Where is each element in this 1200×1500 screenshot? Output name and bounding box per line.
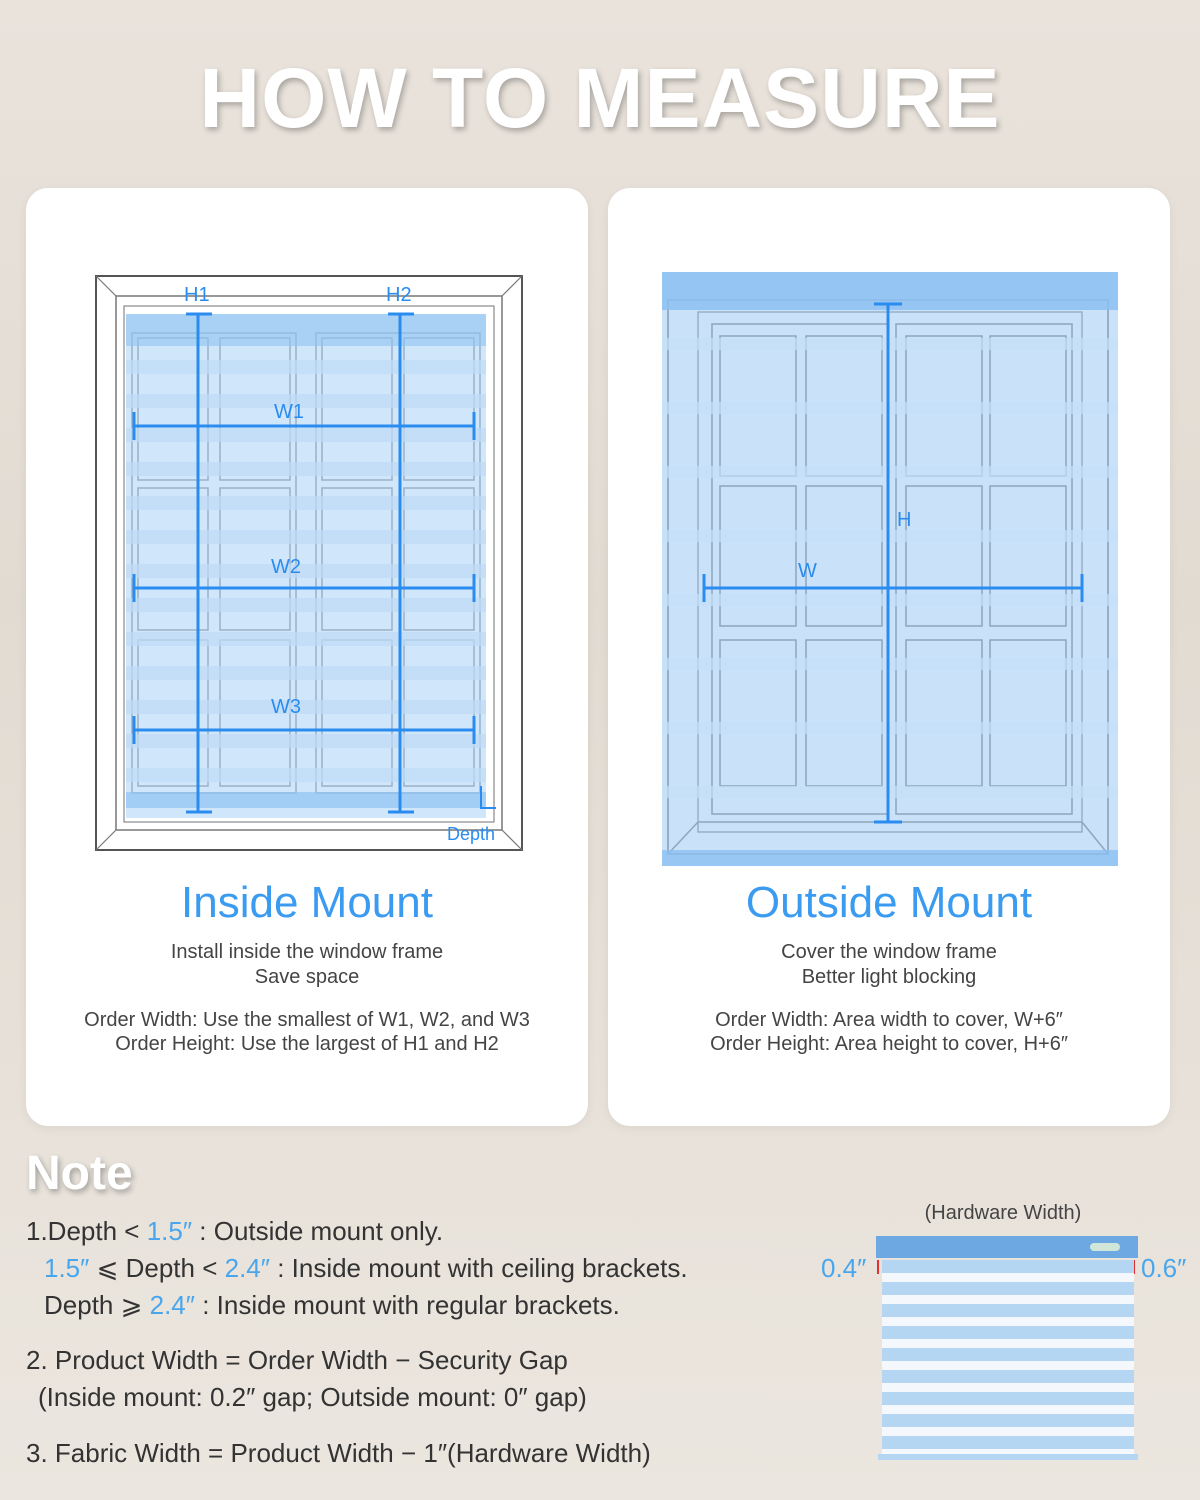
w3-label: W3 — [271, 696, 301, 718]
note-text: : Inside mount with regular brackets. — [194, 1290, 620, 1320]
note-line-6: 3. Fabric Width = Product Width − 1″(Hardware Width) — [26, 1438, 651, 1468]
page-title: HOW TO MEASURE — [199, 51, 1001, 145]
inside-order-width: Order Width: Use the smallest of W1, W2, and W3 — [84, 1009, 530, 1031]
outside-mount-card — [608, 188, 1170, 1126]
hardware-shade-diagram — [868, 1232, 1148, 1472]
h-label: H — [897, 509, 912, 531]
w2-label: W2 — [271, 556, 301, 578]
inside-mount-diagram — [26, 188, 588, 878]
inside-order-height: Order Height: Use the largest of H1 and H2 — [115, 1033, 499, 1055]
note-text: : Inside mount with ceiling brackets. — [269, 1253, 688, 1283]
note-value: 2.4″ — [224, 1253, 270, 1283]
outside-desc-2: Better light blocking — [801, 966, 977, 988]
note-line-1 — [26, 1216, 443, 1247]
note-line-2 — [44, 1253, 688, 1284]
outside-order-width: Order Width: Area width to cover, W+6″ — [715, 1009, 1063, 1031]
outside-mount-title: Outside Mount — [745, 878, 1033, 927]
h2-label: H2 — [386, 284, 412, 306]
depth-label: Depth — [447, 824, 496, 844]
note-text: ⩽ Depth < — [89, 1253, 225, 1283]
inside-mount-title: Inside Mount — [181, 878, 433, 927]
note-text: Depth ⩾ — [44, 1290, 150, 1320]
hardware-width-label: (Hardware Width) — [924, 1202, 1082, 1224]
h1-label: H1 — [184, 284, 210, 306]
note-value: 2.4″ — [149, 1290, 195, 1320]
note-line-4: 2. Product Width = Order Width − Security Gap — [26, 1345, 568, 1375]
note-line-3 — [44, 1290, 620, 1321]
note-text: : Outside mount only. — [192, 1216, 444, 1246]
note-value: 1.5″ — [44, 1253, 90, 1283]
inside-desc-2: Save space — [254, 966, 360, 988]
note-value: 1.5″ — [146, 1216, 193, 1246]
outside-mount-diagram — [608, 188, 1170, 878]
w-label: W — [798, 560, 817, 582]
inside-desc-1: Install inside the window frame — [170, 941, 444, 963]
note-text: 1.Depth < — [26, 1216, 147, 1246]
hardware-left-gap: 0.4″ — [821, 1253, 867, 1283]
note-title: Note — [26, 1147, 133, 1200]
hardware-right-gap: 0.6″ — [1141, 1253, 1187, 1283]
note-line-5: (Inside mount: 0.2″ gap; Outside mount: 0″ gap) — [38, 1382, 587, 1412]
outside-desc-1: Cover the window frame — [781, 941, 997, 963]
outside-order-height: Order Height: Area height to cover, H+6″ — [710, 1033, 1068, 1055]
inside-mount-card — [26, 188, 588, 1126]
w1-label: W1 — [274, 401, 304, 423]
